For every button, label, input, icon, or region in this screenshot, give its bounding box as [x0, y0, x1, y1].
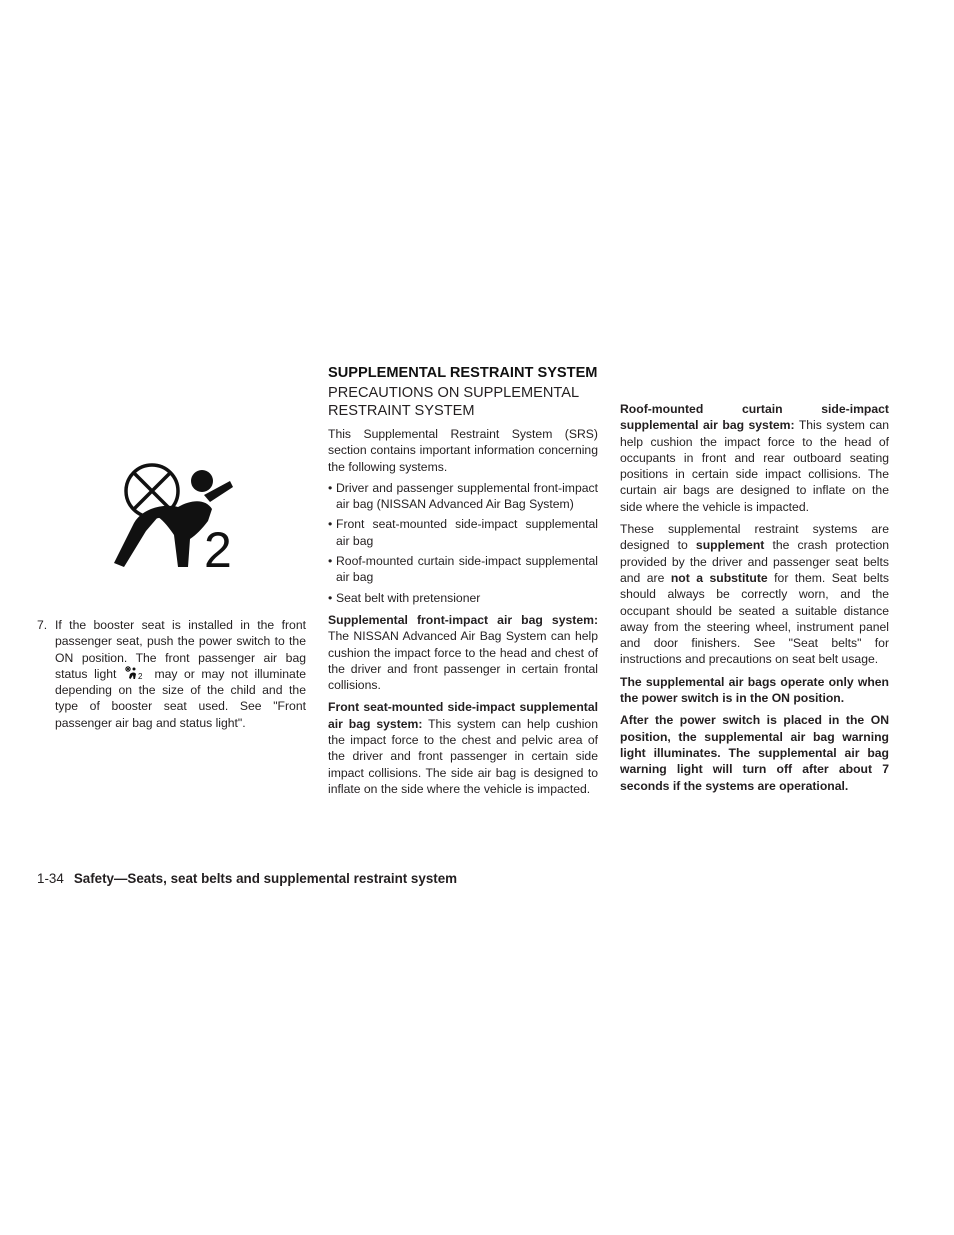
chapter-title: Safety—Seats, seat belts and supplemental restraint system: [73, 871, 458, 886]
curtain-paragraph: [620, 401, 889, 515]
front-impact-paragraph: [328, 612, 598, 693]
page-number: 1-34: [37, 871, 64, 886]
warning-light-paragraph: After the power switch is placed in the ON position, the supplemental air bag warning light illuminates. The supplemental air bag warning light will turn off after about 7 seconds if the systems are operational.: [620, 713, 889, 793]
curtain-text: This system can help cushion the impact force to the head of occupants in front and rear outboard seating positions in certain side impact collisions. The curtain air bags are designed to inflate on the side where the vehicle is impacted.: [620, 418, 890, 514]
middle-column: [328, 365, 598, 797]
bullet: •: [328, 480, 333, 495]
item-text: [55, 617, 306, 731]
right-column: [620, 401, 889, 794]
item-number: 7.: [37, 618, 48, 632]
list-item-text: Driver and passenger supplemental front-impact air bag (NISSAN Advanced Air Bag System): [336, 480, 598, 512]
supplement-paragraph: [620, 521, 889, 668]
section-subheading: PRECAUTIONS ON SUPPLEMENTAL RESTRAINT SYSTEM: [328, 385, 579, 419]
list-item-7: [37, 617, 306, 731]
seat-number-digit: 2: [204, 522, 232, 571]
side-impact-text: This system can help cushion the impact force to the chest and pelvic area of the driver and front passenger in certain side impact collisions. The side air bag is designed to inflate on the side where the vehicle is impacted.: [328, 716, 598, 796]
list-item: [328, 480, 598, 513]
section-heading: SUPPLEMENTAL RESTRAINT SYSTEM: [328, 365, 598, 381]
list-item-text: Front seat-mounted side-impact supplemental air bag: [336, 517, 598, 548]
supplement-text-2: the crash protection provided by the driver and passenger seat belts and are: [620, 538, 890, 585]
curtain-label: Roof-mounted curtain side-impact supplemental air bag system:: [620, 402, 889, 433]
list-item: [328, 553, 598, 586]
list-item: [328, 516, 598, 549]
side-impact-label: Front seat-mounted side-impact supplemental air bag system:: [328, 700, 598, 731]
passenger-air-bag-off-figure: [112, 459, 238, 571]
front-impact-text: The NISSAN Advanced Air Bag System can help cushion the impact force to the head and chest of the driver and front passenger in certain frontal collisions.: [328, 629, 598, 693]
bullet: •: [328, 554, 333, 569]
passenger-air-bag-status-icon: [124, 666, 146, 680]
supplement-text-3: for them. Seat belts should always be correctly worn, and the occupant should be seated a suitable distance away from the steering wheel, instrument panel and door finishers. See "Seat belts" for instructions and precautions on seat belt usage.: [620, 570, 890, 667]
passenger-air-bag-off-icon: [112, 459, 238, 571]
list-item-text: Seat belt with pretensioner: [336, 590, 481, 605]
item-text-part1: If the booster seat is installed in the front passenger seat, push the power switch to the ON position. The front passenger air bag status light: [55, 618, 306, 681]
supplement-emphasis: supplement: [695, 538, 765, 553]
bullet: •: [328, 517, 333, 532]
warning-power-switch: The supplemental air bags operate only when the power switch is in the ON position.: [620, 674, 889, 706]
intro-paragraph: This Supplemental Restraint System (SRS) section contains important information concerning the following systems.: [328, 427, 598, 474]
item-text-part2: may or may not illuminate depending on the size of the child and the type of booster seat used. See "Front passenger air bag and status light".: [55, 666, 306, 730]
list-item: [328, 590, 598, 606]
page-footer: [37, 871, 457, 887]
list-item-text: Roof-mounted curtain side-impact supplemental air bag: [336, 554, 598, 585]
systems-list: [328, 480, 598, 606]
bullet: •: [328, 590, 333, 605]
svg-text:2: 2: [138, 671, 143, 680]
side-impact-paragraph: [328, 699, 598, 797]
supplement-text-1: These supplemental restraint systems are designed to: [620, 522, 889, 553]
left-column: [37, 617, 306, 731]
not-substitute-emphasis: not a substitute: [670, 570, 768, 585]
front-impact-label: Supplemental front-impact air bag system:: [328, 612, 598, 627]
